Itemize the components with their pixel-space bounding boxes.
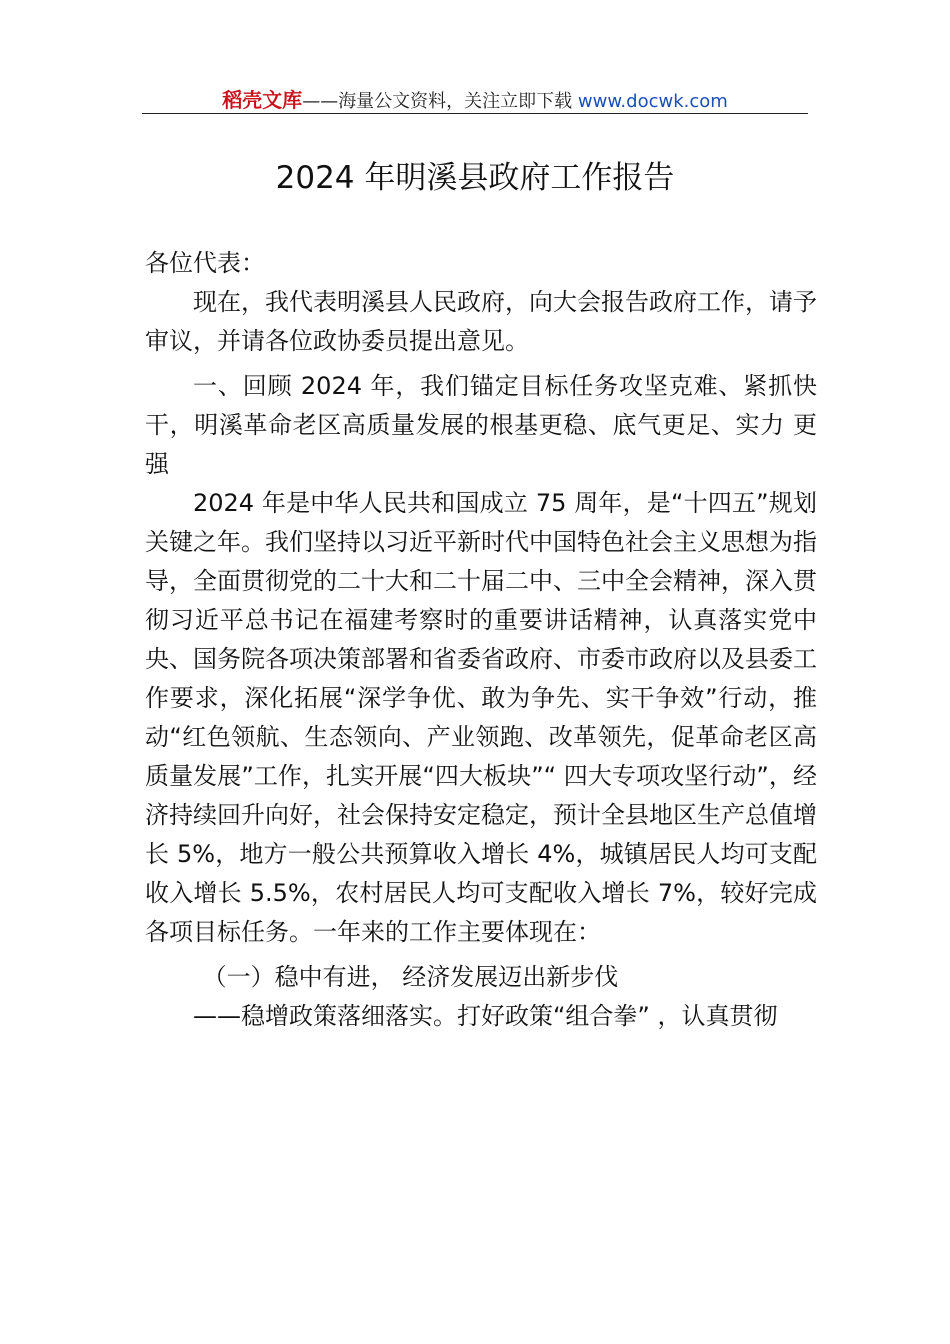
document-body (145, 244, 817, 1036)
item-paragraph-1: ——稳增政策落细落实。打好政策“组合拳” ，认真贯彻 (193, 1002, 778, 1030)
section-heading-1: 一、回顾 2024 年，我们锚定目标任务攻坚克难、紧抓快 干，明溪革命老区高质量发展的根基更稳、底气更足、实力 更强 (145, 372, 817, 478)
watermark-header (0, 84, 950, 113)
brand-name: 稻壳文库 (222, 88, 303, 112)
main-paragraph: 2024 年是中华人民共和国成立 75 周年，是“十四五”规划关键之年。我们坚持以习近平新时代中国特色社会主义思想为指导，全面贯彻党的二十大和二十届二中、三中全会精神，深入贯彻习近平总书记在福建考察时的重要讲话精神，认真落实党中央、国务院各项决策部署和省委省政府、市委市政府以及县委工作要求，深化拓展“深学争优、敢为争先、实干争效”行动，推动“红色领航、生态领向、产业领跑、改革领先，促革命老区高质量发展”工作，扎实开展“四大板块”“ 四大专项攻坚行动”，经济持续回升向好，社会保持安定稳定，预计全县地区生产总值增长 5%，地方一般公共预算收入增长 4%，城镇居民人均可支配收入增长 5.5%，农村居民人均可支配收入增长 7%，较好完成各项目标任务。一年来的工作主要体现在： (145, 489, 817, 946)
subsection-heading-1: （一）稳中有进， 经济发展迈出新步伐 (202, 963, 619, 991)
header-divider (142, 113, 808, 114)
header-url-link[interactable]: www.docwk.com (577, 91, 728, 112)
document-title: 2024 年明溪县政府工作报告 (275, 160, 675, 196)
greeting: 各位代表： (145, 249, 265, 277)
header-tagline: ——海量公文资料，关注立即下载 (302, 91, 578, 112)
intro-paragraph: 现在，我代表明溪县人民政府，向大会报告政府工作，请予审议，并请各位政协委员提出意见。 (145, 288, 817, 355)
